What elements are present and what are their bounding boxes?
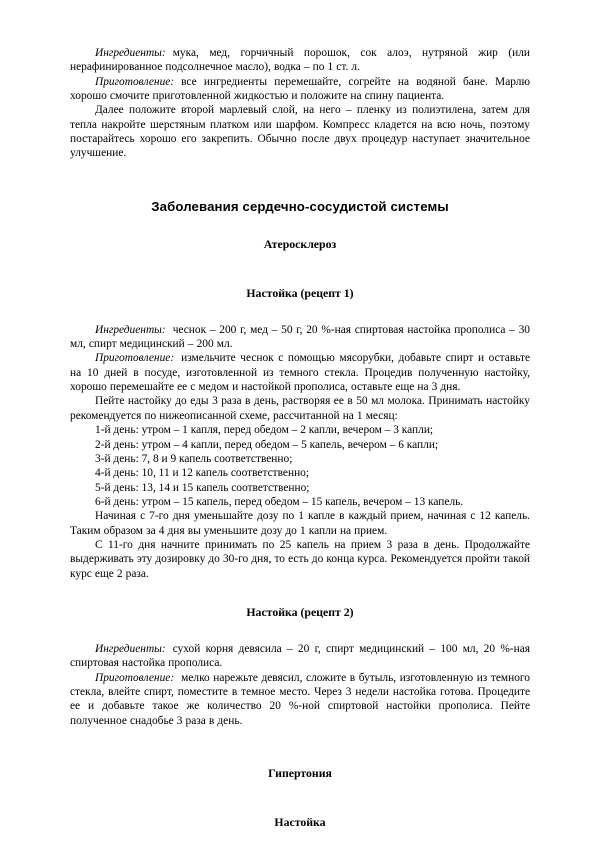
preparation-text: все ингредиенты перемешайте, согрейте на водяной бане. Марлю хорошо смочите приготовленной жидкостью и положите на спину пациента. [70, 75, 530, 103]
recipe-heading-tincture-hypertension: Настойка [274, 815, 326, 829]
recipe-heading-tincture-2: Настойка (рецепт 2) [246, 604, 354, 619]
preparation-label: Приготовление: [95, 352, 175, 365]
schedule-line: 6-й день: утром – 15 капель, перед обедом – 15 капель, вечером – 13 капель. [95, 495, 464, 508]
ingredients-text: чеснок – 200 г, мед – 50 г, 20 %-ная спиртовая настойка прополиса – 30 мл, спирт медицинский – 200 мл. [70, 323, 530, 351]
spacer [70, 301, 530, 323]
spacer [70, 781, 530, 815]
spacer [70, 252, 530, 286]
ingredients-label: Ингредиенты: [95, 47, 166, 59]
preparation-label: Приготовление: [95, 75, 175, 88]
spacer [70, 620, 530, 642]
preparation-text: измельчите чеснок с помощью мясорубки, добавьте спирт и оставьте на 10 дней в посуде, изготовленной из темного стекла. Процедив полученную настойку, хорошо перемешайте ее с медом и настойкой прополиса, оставьте еще на 3 дня. [70, 352, 530, 394]
recipe2-ingredients-paragraph [70, 642, 530, 671]
spacer [70, 728, 530, 766]
ingredients-label: Ингредиенты: [95, 642, 166, 655]
page-content [70, 46, 530, 830]
recipe1-dosage-schedule [70, 423, 530, 509]
spacer [70, 215, 530, 237]
recipe1-note-course: С 11-го дня начните принимать по 25 капель на прием 3 раза в день. Продолжайте выдерживать эту дозировку до 30-го дня, то есть до конца курса. Рекомендуется пройти такой курс еще 2 раза. [70, 538, 530, 580]
ingredients-text: мука, мед, горчичный порошок, сок алоэ, нутряной жир (или нерафинированное подсолнечное масло), водка – по 1 ст. л. [70, 47, 530, 74]
section-heading-cardiovascular: Заболевания сердечно-сосудистой системы [151, 198, 449, 214]
recipe1-preparation-paragraph [70, 351, 530, 394]
paragraph-preparation-intro [70, 75, 530, 104]
preparation-label: Приготовление: [95, 671, 175, 684]
schedule-line: 1-й день: утром – 1 капля, перед обедом – 2 капли, вечером – 3 капли; [95, 424, 434, 437]
recipe1-note-taper: Начиная с 7-го дня уменьшайте дозу по 1 капле в каждый прием, начиная с 12 капель. Таким образом за 4 дня вы уменьшите дозу до 1 капли на прием. [70, 510, 530, 537]
recipe1-usage-intro: Пейте настойку до еды 3 раза в день, растворяя ее в 50 мл молока. Принимать настойку рекомендуется по нижеописанной схеме, рассчитанной на 1 месяц: [70, 395, 530, 422]
paragraph-compress-instructions: Далее положите второй марлевый слой, на него – пленку из полиэтилена, затем для тепла накройте шерстяным платком или шарфом. Компресс кладется на всю ночь, поэтому постарайтесь хорошо его закрепить. Обычно после двух процедур наступает значительное улучшение. [70, 104, 530, 160]
recipe2-preparation-paragraph [70, 671, 530, 728]
disease-heading-atherosclerosis: Атеросклероз [263, 236, 337, 251]
schedule-line: 2-й день: утром – 4 капли, перед обедом – 5 капель, вечером – 6 капли; [95, 438, 439, 451]
schedule-line: 5-й день: 13, 14 и 15 капель соответственно; [95, 481, 310, 494]
ingredients-text: сухой корня девясила – 20 г, спирт медицинский – 100 мл, 20 %-ная спиртовая настойка прополиса. [70, 642, 530, 670]
paragraph-ingredients-intro [70, 46, 530, 75]
ingredients-label: Ингредиенты: [95, 323, 166, 336]
schedule-line: 3-й день: 7, 8 и 9 капель соответственно; [95, 452, 293, 465]
schedule-line: 4-й день: 10, 11 и 12 капель соответственно; [95, 467, 310, 480]
spacer [70, 161, 530, 199]
preparation-text: мелко нарежьте девясил, сложите в бутыль, изготовленную из темного стекла, влейте спирт, поместите в темное место. Через 3 недели настойка готова. Процедите ее и добавьте такое же количество 20 %-ной спиртовой настойки прополиса. Пейте полученное снадобье 3 раза в день. [70, 671, 530, 727]
disease-heading-hypertension: Гипертония [268, 766, 332, 780]
recipe1-ingredients-paragraph [70, 323, 530, 352]
spacer [70, 581, 530, 605]
recipe-heading-tincture-1: Настойка (рецепт 1) [246, 285, 354, 300]
